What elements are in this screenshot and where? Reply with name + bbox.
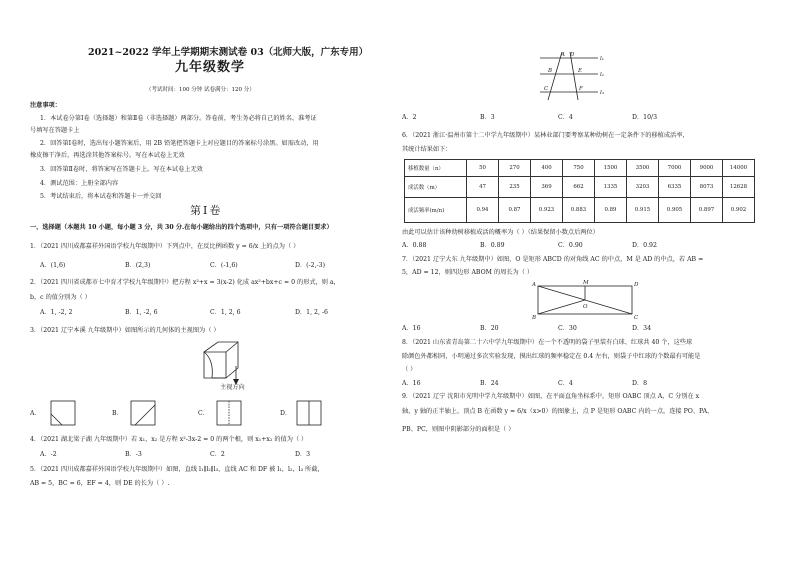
q5-label: B bbox=[548, 68, 553, 74]
note-line: 橡皮擦干净后，再选涂其他答案标号。写在本试卷上无效 bbox=[30, 152, 185, 159]
q5-label: E bbox=[578, 68, 583, 74]
table-row bbox=[405, 160, 755, 177]
q1-option-c: C．(-1,6) bbox=[210, 262, 238, 269]
question-4-stem: 4．（2021 湖北梁子湖 九年级期中）若 x₁，x₂ 是方程 x²-3x-2 = 0 的两个根，则 x₁+x₂ 的值为（ ） bbox=[30, 436, 308, 443]
q8-option-b: B．24 bbox=[480, 380, 499, 387]
question-2-stem: 2．（2021 四川省成都市七中育才学校九年级期中）把方程 x²+x = 3(x-2) 化成 ax²+bx+c = 0 的形式，则 a， bbox=[30, 279, 340, 286]
q5-label: C bbox=[544, 86, 549, 92]
note-line: 2．回答第Ⅰ卷时，选出每小题答案后，用 2B 铅笔把答题卡上对应题目的答案标号涂黑。如需改动，用 bbox=[40, 140, 319, 147]
table-cell: 3203 bbox=[627, 177, 659, 198]
note-line: 5．考试结束后，将本试卷和答题卡一并交回 bbox=[40, 193, 162, 200]
question-8-stem-end: （ ） bbox=[402, 366, 417, 373]
section-title: 第Ⅰ卷 bbox=[190, 204, 223, 217]
q6-option-c: C．0.90 bbox=[558, 242, 583, 249]
table-cell: 3500 bbox=[627, 160, 659, 177]
question-6-stem-cont: 其统计结果如下： bbox=[402, 146, 452, 153]
transplant-survival-table bbox=[404, 159, 755, 223]
table-cell: 400 bbox=[531, 160, 563, 177]
q6-option-d: D．0.92 bbox=[632, 242, 657, 249]
view-direction-label: 主视方向 bbox=[220, 384, 245, 391]
table-cell: 9000 bbox=[691, 160, 723, 177]
q7-option-d: D．34 bbox=[632, 325, 652, 332]
table-cell: 14000 bbox=[723, 160, 755, 177]
table-cell: 369 bbox=[531, 177, 563, 198]
q2-option-a: A．1, -2, 2 bbox=[40, 309, 73, 316]
table-cell: 8073 bbox=[691, 177, 723, 198]
q3-option-c-figure bbox=[216, 400, 242, 426]
exam-title: 2021~2022 学年上学期期末测试卷 03（北师大版，广东专用） bbox=[88, 47, 369, 58]
q3-option-d-figure bbox=[296, 400, 322, 426]
table-cell: 1500 bbox=[595, 160, 627, 177]
exam-info: （考试时间：100 分钟 试卷满分：120 分） bbox=[146, 87, 255, 93]
q4-option-d: D．3 bbox=[295, 451, 311, 458]
q4-option-a: A．-2 bbox=[40, 451, 57, 458]
table-row bbox=[405, 198, 755, 223]
note-line: 4．测试范围：上册全部内容 bbox=[40, 180, 119, 187]
question-5-stem: 5．（2021 四川成都嘉祥外国语学校九年级期中）如图，直线 l₁∥l₂∥l₃，直线 AC 和 DF 被 l₁，l₂，l₃ 所截， bbox=[30, 466, 324, 473]
q3-option-b: B． bbox=[112, 410, 123, 417]
table-cell: 0.905 bbox=[659, 198, 691, 223]
table-cell: 0.915 bbox=[627, 198, 659, 223]
view-direction-arrow-icon bbox=[226, 364, 246, 386]
q5-label: F bbox=[579, 86, 583, 92]
table-cell: 0.94 bbox=[467, 198, 499, 223]
question-5-stem-cont: AB = 5，BC = 6，EF = 4，则 DE 的长为（ ）. bbox=[30, 480, 170, 487]
q5-label: A bbox=[561, 52, 565, 58]
q7-option-c: C．30 bbox=[558, 325, 577, 332]
q1-option-d: D．(-2,-3) bbox=[295, 262, 325, 269]
q5-label: l₃ bbox=[600, 90, 604, 96]
notes-heading: 注意事项： bbox=[30, 102, 61, 109]
table-cell: 50 bbox=[467, 160, 499, 177]
q7-label: M bbox=[583, 280, 589, 286]
section-instruction: 一、选择题（本题共 10 小题，每小题 3 分，共 30 分.在每小题给出的四个选项中，只有一项符合题目要求） bbox=[30, 224, 333, 231]
table-row bbox=[405, 177, 755, 198]
q7-option-b: B．20 bbox=[480, 325, 499, 332]
q1-option-b: B．(2,3) bbox=[125, 262, 151, 269]
question-9-stem: 9．（2021 辽宁 沈阳市光明中学九年级期中）如图，在平面直角坐标系中，矩形 OABC 顶点 A，C 分别在 x bbox=[402, 393, 700, 400]
q5-option-a: A．2 bbox=[402, 114, 417, 121]
table-cell: 750 bbox=[563, 160, 595, 177]
q5-parallel-lines-figure bbox=[534, 50, 610, 102]
q7-option-a: A．16 bbox=[402, 325, 421, 332]
question-3-stem: 3．（2021 辽宁本溪 九年级期中）如图所示的几何体的主视图为（ ） bbox=[30, 327, 220, 334]
note-line: 号填写在答题卡上 bbox=[30, 127, 80, 134]
question-1-stem: 1．（2021 四川成都嘉祥外国语学校九年级期中）下列点中，在反比例函数 y = 6/x 上的点为（ ） bbox=[30, 243, 300, 250]
q2-option-d: D．1, 2, -6 bbox=[295, 309, 328, 316]
table-cell: 12628 bbox=[723, 177, 755, 198]
question-9-stem-cont: 轴，y 轴的正半轴上，顶点 B 在函数 y = 6/x（x>0）的图象上，点 P 是矩形 OABC 内的一点，连接 PO、PA、 bbox=[402, 408, 714, 415]
question-8-stem-cont: 除颜色外都相同，小明通过多次实验发现，摸出红球的频率稳定在 0.4 左右，则袋子中红球的个数最有可能是 bbox=[402, 353, 701, 360]
table-cell: 270 bbox=[499, 160, 531, 177]
q4-option-c: C．2 bbox=[210, 451, 225, 458]
table-cell: 662 bbox=[563, 177, 595, 198]
question-8-stem: 8．（2021 山东省青岛第二十六中学九年级期中）在一个不透明的袋子里装有白球、红球共 40 个，这些球 bbox=[402, 339, 693, 346]
row-head: 移植数量（n） bbox=[405, 160, 467, 177]
question-6-stem-end: 由此可以估计该种幼树移植成活的概率为（ ）（结果保留小数点后两位） bbox=[402, 229, 599, 236]
row-head: 成活数（m） bbox=[405, 177, 467, 198]
table-cell: 0.902 bbox=[723, 198, 755, 223]
q8-option-c: C．4 bbox=[558, 380, 573, 387]
q5-option-c: C．4 bbox=[558, 114, 573, 121]
table-cell: 0.897 bbox=[691, 198, 723, 223]
table-cell: 1335 bbox=[595, 177, 627, 198]
q5-label: l₁ bbox=[600, 56, 604, 62]
table-cell: 235 bbox=[499, 177, 531, 198]
note-line: 1．本试卷分第Ⅰ卷（选择题）和第Ⅱ卷（非选择题）两部分。答卷前，考生务必将自己的姓名、准考证 bbox=[40, 115, 317, 122]
left-column bbox=[30, 0, 382, 562]
table-cell: 0.89 bbox=[595, 198, 627, 223]
q7-label: D bbox=[634, 282, 639, 288]
table-cell: 0.923 bbox=[531, 198, 563, 223]
q2-option-c: C．1, 2, 6 bbox=[210, 309, 241, 316]
q7-label: A bbox=[532, 282, 536, 288]
table-cell: 0.883 bbox=[563, 198, 595, 223]
q5-label: D bbox=[570, 52, 575, 58]
q8-option-a: A．16 bbox=[402, 380, 421, 387]
q7-label: O bbox=[583, 304, 588, 310]
q7-label: B bbox=[532, 315, 537, 320]
q3-option-c: C． bbox=[198, 410, 209, 417]
q5-option-d: D．10/3 bbox=[632, 114, 658, 121]
table-cell: 0.87 bbox=[499, 198, 531, 223]
grade-title: 九年级数学 bbox=[175, 60, 246, 75]
q5-option-b: B．3 bbox=[480, 114, 495, 121]
q4-option-b: B．-3 bbox=[125, 451, 142, 458]
question-7-stem-cont: 5，AD = 12，则四边形 ABOM 的周长为（ ） bbox=[402, 269, 534, 276]
row-head: 成活频率(m/n) bbox=[405, 198, 467, 223]
q8-option-d: D．8 bbox=[632, 380, 648, 387]
question-2-stem-cont: b，c 的值分别为（ ） bbox=[30, 294, 91, 301]
table-cell: 7000 bbox=[659, 160, 691, 177]
question-7-stem: 7．（2021 辽宁大东 九年级期中）如图，O 是矩形 ABCD 的对角线 AC 的中点，M 是 AD 的中点，若 AB = bbox=[402, 256, 704, 263]
q3-option-d: D． bbox=[280, 410, 292, 417]
q3-option-a-figure bbox=[50, 400, 76, 426]
question-6-stem: 6．（2021 浙江·温州市第十二中学九年级期中）某林业部门要考察某种幼树在一定条件下的移植成活率， bbox=[402, 132, 689, 139]
question-9-stem-end: PB、PC，则图中阴影部分的面积是（ ） bbox=[402, 426, 515, 433]
table-cell: 6335 bbox=[659, 177, 691, 198]
q3-option-a: A． bbox=[30, 410, 41, 417]
table-cell: 47 bbox=[467, 177, 499, 198]
q6-option-a: A．0.88 bbox=[402, 242, 427, 249]
q3-option-b-figure bbox=[130, 400, 156, 426]
q7-rectangle-figure bbox=[530, 280, 640, 320]
note-line: 3．回答第Ⅱ卷时，将答案写在答题卡上。写在本试卷上无效 bbox=[40, 166, 203, 173]
q1-option-a: A．(1,6) bbox=[40, 262, 66, 269]
q6-option-b: B．0.89 bbox=[480, 242, 505, 249]
q7-label: C bbox=[634, 315, 639, 320]
q5-label: l₂ bbox=[600, 72, 604, 78]
q2-option-b: B．1, -2, 6 bbox=[125, 309, 158, 316]
right-column bbox=[402, 0, 770, 562]
